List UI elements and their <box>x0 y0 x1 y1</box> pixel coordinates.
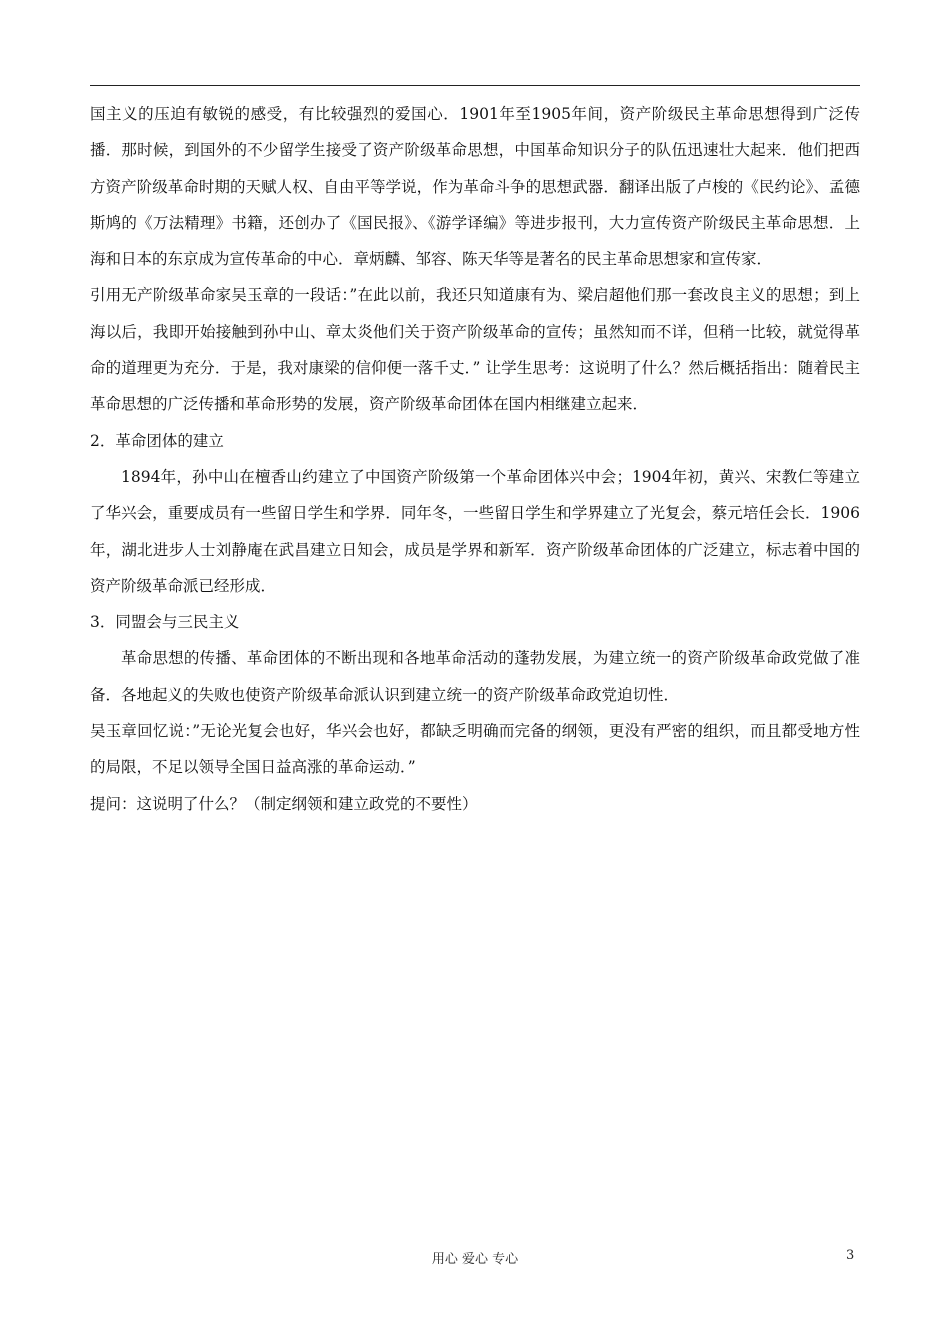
footer-slogan: 用心 爱心 专心 <box>431 1252 519 1267</box>
section-heading-revolutionary-groups: 2．革命团体的建立 <box>90 431 224 450</box>
header-rule <box>90 85 860 86</box>
paragraph-patriotism: 国主义的压迫有敏锐的感受，有比较强烈的爱国心．1901年至1905年间，资产阶级民主革命思想得到广泛传播．那时候，到国外的不少留学生接受了资产阶级革命思想，中国革命知识分子的队伍迅速壮大起来．他们把西方资产阶级革命时期的天赋人权、自由平等学说，作为革命斗争的思想武器．翻译出版了卢梭的《民约论》、孟德斯鸠的《万法精理》书籍，还创办了《国民报》、《游学译编》等进步报刊，大力宣传资产阶级民主革命思想．上海和日本的东京成为宣传革命的中心．章炳麟、邹容、陈天华等是著名的民主革命思想家和宣传家． <box>90 105 860 269</box>
page-number: 3 <box>846 1248 855 1263</box>
paragraph-revolutionary-groups: 1894年，孙中山在檀香山约建立了中国资产阶级第一个革命团体兴中会；1904年初，黄兴、宋教仁等建立了华兴会，重要成员有一些留日学生和学界．同年冬，一些留日学生和学界建立了光复会，蔡元培任会长．1906年，湖北进步人士刘静庵在武昌建立日知会，成员是学界和新军．资产阶级革命团体的广泛建立，标志着中国的资产阶级革命派已经形成． <box>90 467 860 595</box>
paragraph-question: 提问：这说明了什么？（制定纲领和建立政党的不要性） <box>90 794 478 813</box>
section-heading-tongmenghui: 3．同盟会与三民主义 <box>90 613 240 632</box>
paragraph-wu-yuzhang-quote: 引用无产阶级革命家吴玉章的一段话：”在此以前，我还只知道康有为、梁启超他们那一套改良主义的思想；到上海以后，我即开始接触到孙中山、章太炎他们关于资产阶级革命的宣传；虽然知而不详，但稍一比较，就觉得革命的道理更为充分．于是，我对康梁的信仰便一落千丈．” 让学生思考：这说明了什么？然后概括指出：随着民主革命思想的广泛传播和革命形势的发展，资产阶级革命团体在国内相继建立起来． <box>90 286 860 414</box>
paragraph-wu-yuzhang-recollection: 吴玉章回忆说：”无论光复会也好，华兴会也好，都缺乏明确而完备的纲领，更没有严密的组织，而且都受地方性的局限，不足以领导全国日益高涨的革命运动．” <box>90 722 860 777</box>
document-body <box>90 96 860 822</box>
paragraph-tongmenghui: 革命思想的传播、革命团体的不断出现和各地革命活动的蓬勃发展，为建立统一的资产阶级革命政党做了准备．各地起义的失败也使资产阶级革命派认识到建立统一的资产阶级革命政党迫切性． <box>90 649 860 704</box>
